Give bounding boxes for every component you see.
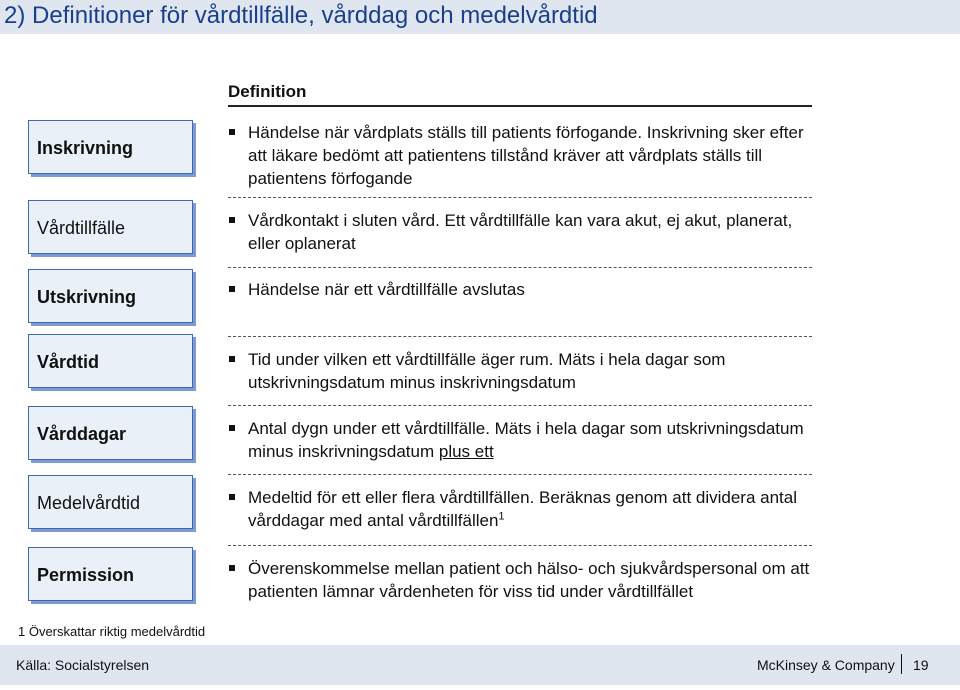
definition-header: Definition [228,82,812,107]
term-varddagar: Vårddagar [28,406,193,460]
term-vardtid: Vårdtid [28,334,193,388]
page-title: 2) Definitioner för vårdtillfälle, vårddag och medelvårdtid [0,0,960,34]
separator [228,545,812,546]
definition-vardtillfalle: Vårdkontakt i sluten vård. Ett vårdtillfälle kan vara akut, ej akut, planerat, eller oplanerat [228,209,812,255]
bullet-icon [229,425,235,431]
underlined-text: plus ett [438,442,494,461]
separator [228,336,812,337]
definition-utskrivning: Händelse när ett vårdtillfälle avslutas [228,278,812,301]
bullet-icon [229,494,235,500]
footer [0,645,960,685]
term-medelvardtid: Medelvårdtid [28,475,193,529]
bullet-icon [229,129,235,135]
bullet-icon [229,565,235,571]
bullet-icon [229,356,235,362]
footnote: 1 Överskattar riktig medelvårdtid [18,624,206,639]
definition-medelvardtid: Medeltid för ett eller flera vårdtillfällen. Beräknas genom att dividera antal vårddagar med antal vårdtillfällen$^1$ [228,486,812,532]
term-permission: Permission [28,547,193,601]
separator [228,197,812,198]
separator [228,405,812,406]
bullet-icon [229,286,235,292]
page-number: 19 [913,657,929,673]
separator [228,267,812,268]
footnote-marker: 1 [498,510,505,523]
definition-permission: Överenskommelse mellan patient och hälso- och sjukvårdspersonal om att patienten lämnar vårdenheten för viss tid under vårdtillfället [228,557,812,603]
term-vardtillfalle: Vårdtillfälle [28,200,193,254]
footer-divider [901,654,902,674]
term-utskrivning: Utskrivning [28,269,193,323]
brand-name: McKinsey & Company [757,657,895,673]
definition-vardtid: Tid under vilken ett vårdtillfälle äger rum. Mäts i hela dagar som utskrivningsdatum minus inskrivningsdatum [228,348,812,394]
definition-varddagar: Antal dygn under ett vårdtillfälle. Mäts i hela dagar som utskrivningsdatum minus inskrivningsdatum plus ett [228,417,812,463]
bullet-icon [229,217,235,223]
separator [228,474,812,475]
term-inskrivning: Inskrivning [28,120,193,174]
definition-inskrivning: Händelse när vårdplats ställs till patients förfogande. Inskrivning sker efter att läkare bedömt att patientens tillstånd kräver att vårdplats ställs till patientens förfogande [228,121,812,190]
source-note: Källa: Socialstyrelsen [16,657,150,673]
